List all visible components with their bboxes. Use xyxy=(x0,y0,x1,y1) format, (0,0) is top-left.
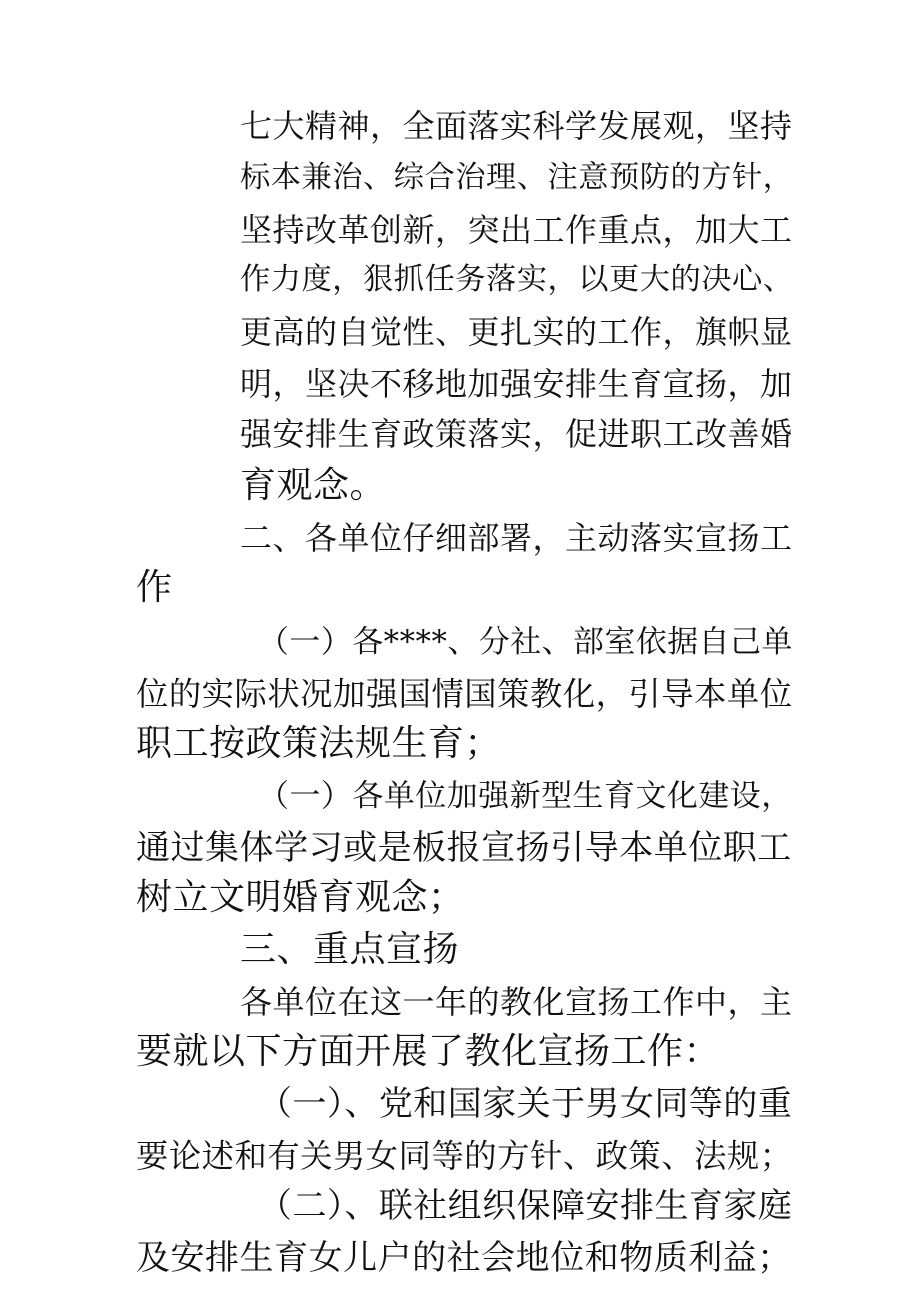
text-line: （一）各****、分社、部室依据自己单 xyxy=(258,624,793,660)
text-line: 位的实际状况加强国情国策教化，引导本单位 xyxy=(136,675,793,713)
text-line: 及安排生育女儿户的社会地位和物质利益； xyxy=(136,1238,792,1278)
text-line: 育观念。 xyxy=(240,465,387,506)
text-line: 职工按政策法规生育； xyxy=(136,723,502,764)
text-line: 强安排生育政策落实，促进职工改善婚 xyxy=(240,415,793,453)
text-line: （一）各单位加强新型生育文化建设， xyxy=(258,778,793,814)
text-line: 七大精神，全面落实科学发展观，坚持 xyxy=(240,107,793,145)
text-line: 要论述和有关男女同等的方针、政策、法规； xyxy=(136,1137,793,1175)
section-heading: 三、重点宣扬 xyxy=(240,929,460,970)
text-line: 标本兼治、综合治理、注意预防的方针， xyxy=(240,160,794,195)
text-line: 作力度，狠抓任务落实，以更大的决心、 xyxy=(240,262,794,297)
text-line: 要就以下方面开展了教化宣扬工作： xyxy=(136,1031,721,1072)
section-heading: 二、各单位仔细部署，主动落实宣扬工 xyxy=(240,519,793,557)
text-line: 各单位在这一年的教化宣扬工作中，主 xyxy=(240,983,793,1021)
text-line: 明，坚决不移地加强安排生育宣扬，加 xyxy=(240,365,793,403)
section-heading-continued: 作 xyxy=(136,567,173,608)
text-line: 坚持改革创新，突出工作重点，加大工 xyxy=(240,211,793,249)
text-line: （二）、联社组织保障安排生育家庭 xyxy=(258,1186,793,1226)
text-line: 更高的自觉性、更扎实的工作，旗帜显 xyxy=(240,313,793,351)
text-line: 通过集体学习或是板报宣扬引导本单位职工 xyxy=(136,828,792,868)
text-line: 树立文明婚育观念； xyxy=(136,877,465,918)
text-line: （一）、党和国家关于男女同等的重 xyxy=(258,1084,793,1124)
